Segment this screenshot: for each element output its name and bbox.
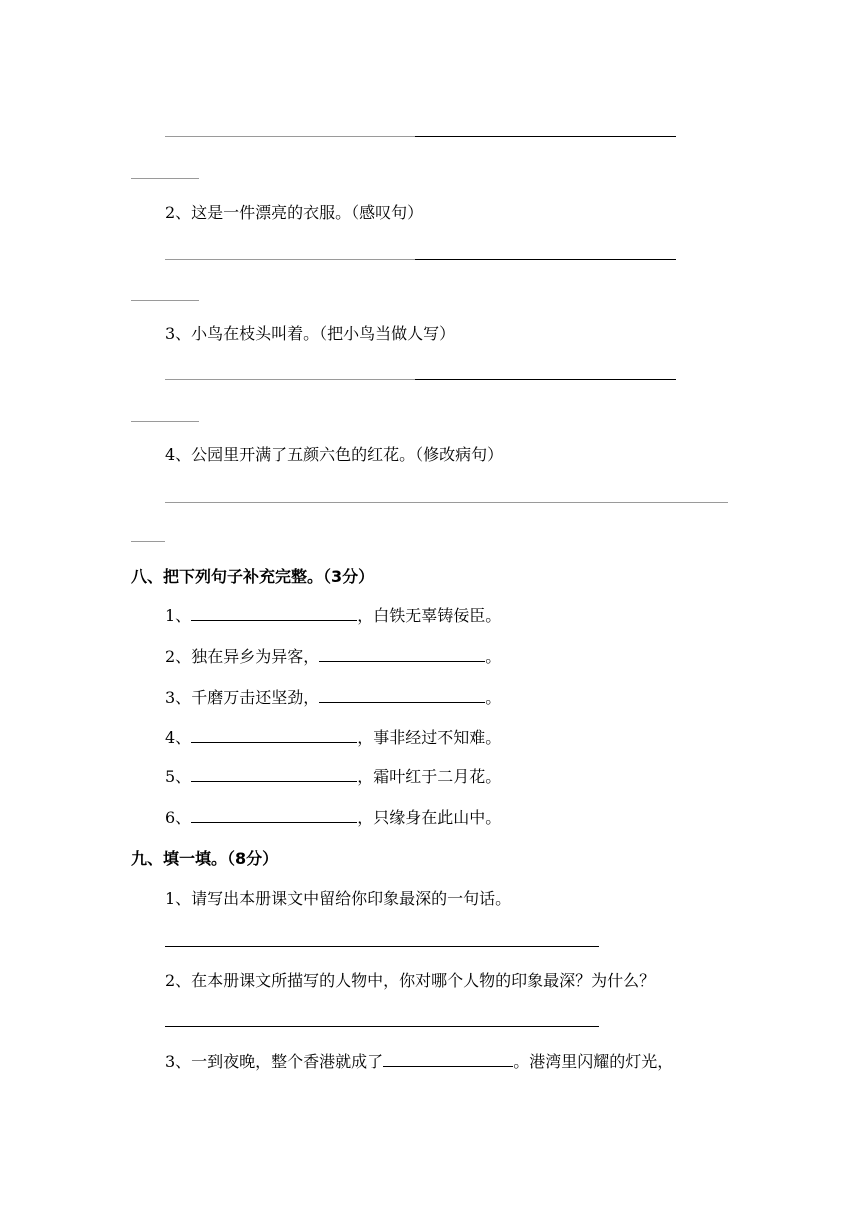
question-3-after: 。港湾里闪耀的灯光，	[513, 1052, 674, 1071]
fill-item-3	[165, 688, 501, 708]
fill-item-after: ，白铁无辜铸佞臣。	[357, 606, 502, 625]
fill-blank[interactable]	[191, 808, 357, 823]
fill-item-before: 千磨万击还坚劲，	[191, 688, 320, 707]
sentence-item-4: 4、公园里开满了五颜六色的红花。（修改病句）	[165, 445, 504, 464]
answer-line-2b[interactable]	[415, 259, 676, 260]
fill-blank[interactable]	[191, 767, 357, 782]
fill-item-4	[165, 728, 501, 748]
fill-blank[interactable]	[191, 728, 357, 743]
sentence-item-2: 2、这是一件漂亮的衣服。（感叹句）	[165, 203, 424, 222]
fill-item-after: ，事非经过不知难。	[357, 728, 502, 747]
answer-line-q2[interactable]	[165, 1026, 599, 1027]
fill-blank[interactable]	[383, 1052, 513, 1067]
fill-item-number: 5、	[165, 767, 192, 786]
answer-line-3a[interactable]	[165, 379, 415, 380]
answer-line-1a[interactable]	[165, 136, 415, 137]
answer-line-1b[interactable]	[415, 136, 676, 137]
question-2: 2、在本册课文所描写的人物中，你对哪个人物的印象最深？为什么？	[165, 971, 656, 990]
question-3	[165, 1052, 673, 1072]
answer-line-2c[interactable]	[131, 300, 199, 301]
answer-line-2a[interactable]	[165, 259, 415, 260]
fill-item-5	[165, 767, 501, 787]
section-9-heading: 九、填一填。（8分）	[131, 849, 279, 868]
fill-item-number: 4、	[165, 728, 192, 747]
fill-item-1	[165, 606, 501, 626]
section-8-heading: 八、把下列句子补充完整。（3分）	[131, 567, 375, 586]
answer-line-4b[interactable]	[131, 541, 165, 542]
fill-blank[interactable]	[319, 647, 485, 662]
answer-line-1c[interactable]	[131, 178, 199, 179]
question-3-before: 3、一到夜晚，整个香港就成了	[165, 1052, 384, 1071]
fill-item-after: 。	[485, 688, 502, 707]
fill-item-before: 独在异乡为异客，	[191, 647, 320, 666]
fill-item-after: 。	[485, 647, 502, 666]
answer-line-3b[interactable]	[415, 379, 676, 380]
answer-line-4a[interactable]	[165, 502, 728, 503]
fill-item-number: 3、	[165, 688, 192, 707]
fill-blank[interactable]	[319, 688, 485, 703]
fill-item-after: ，只缘身在此山中。	[357, 808, 502, 827]
fill-item-number: 6、	[165, 808, 192, 827]
fill-item-number: 1、	[165, 606, 192, 625]
answer-line-q1[interactable]	[165, 946, 599, 947]
question-1: 1、请写出本册课文中留给你印象最深的一句话。	[165, 889, 512, 908]
fill-item-after: ，霜叶红于二月花。	[357, 767, 502, 786]
fill-item-6	[165, 808, 501, 828]
fill-item-2	[165, 647, 501, 667]
sentence-item-3: 3、小鸟在枝头叫着。（把小鸟当做人写）	[165, 324, 456, 343]
fill-blank[interactable]	[191, 606, 357, 621]
fill-item-number: 2、	[165, 647, 192, 666]
answer-line-3c[interactable]	[131, 421, 199, 422]
